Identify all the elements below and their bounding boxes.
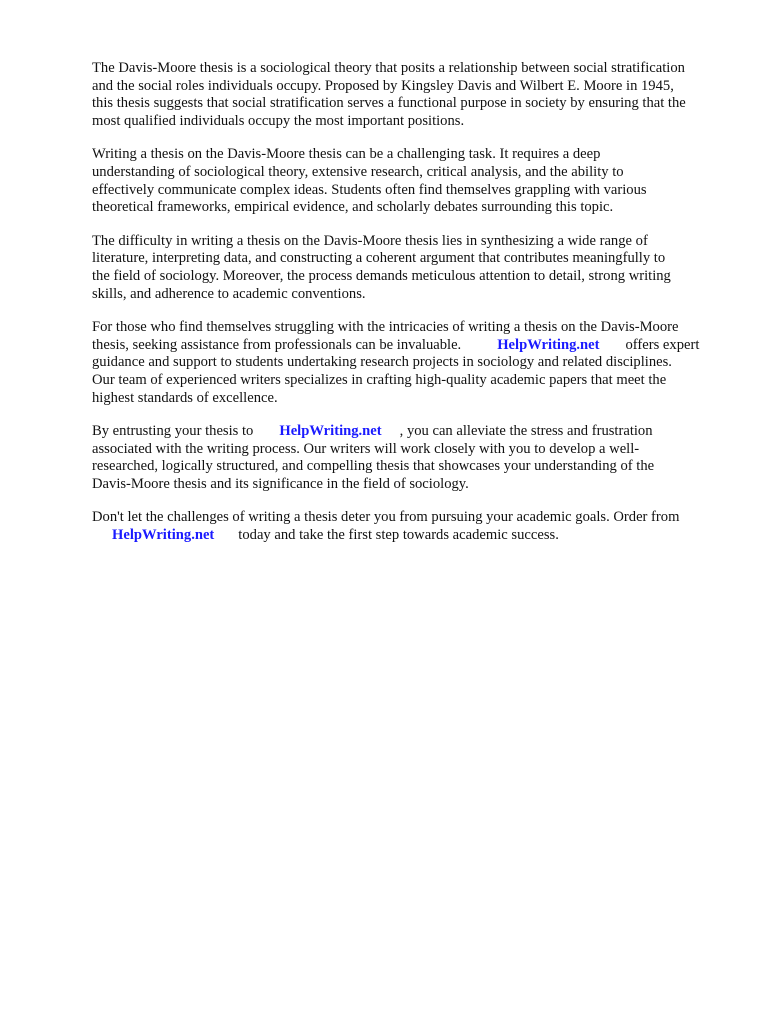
text-segment: today and take the first step towards academic success. — [238, 527, 559, 544]
text-line: the field of sociology. Moreover, the process demands meticulous attention to detail, strong writing — [92, 267, 671, 284]
text-line: Writing a thesis on the Davis-Moore thesis can be a challenging task. It requires a deep — [92, 146, 601, 163]
text-line: The Davis-Moore thesis is a sociological theory that posits a relationship between social stratification — [92, 60, 685, 76]
paragraph-call-to-action — [92, 509, 732, 544]
text-line: For those who find themselves struggling with the intricacies of writing a thesis on the Davis-Moore — [92, 319, 679, 336]
helpwriting-link[interactable]: HelpWriting.net — [497, 336, 600, 353]
paragraph-difficulty — [92, 233, 732, 303]
text-line — [92, 337, 732, 355]
text-segment: By entrusting your thesis to — [92, 423, 254, 440]
text-line: highest standards of excellence. — [92, 389, 278, 406]
text-line: researched, logically structured, and compelling thesis that showcases your understanding of the — [92, 458, 655, 475]
text-line: and the social roles individuals occupy. Proposed by Kingsley Davis and Wilbert E. Moore in 1945, — [92, 77, 674, 94]
text-line: understanding of sociological theory, extensive research, critical analysis, and the ability to — [92, 163, 624, 180]
paragraph-entrusting — [92, 423, 732, 493]
text-segment: , you can alleviate the stress and frustration — [399, 423, 653, 440]
text-line: The difficulty in writing a thesis on the Davis-Moore thesis lies in synthesizing a wide range of — [92, 232, 648, 249]
document-body — [92, 60, 732, 561]
helpwriting-link[interactable]: HelpWriting.net — [279, 423, 382, 440]
text-line — [92, 527, 732, 545]
paragraph-assistance — [92, 319, 732, 407]
text-line — [92, 423, 732, 441]
helpwriting-link[interactable]: HelpWriting.net — [112, 527, 215, 544]
text-line: Davis-Moore thesis and its significance in the field of sociology. — [92, 475, 469, 492]
paragraph-challenge — [92, 146, 732, 216]
text-line: associated with the writing process. Our writers will work closely with you to develop a well- — [92, 440, 640, 457]
text-line: literature, interpreting data, and constructing a coherent argument that contributes meaningfully to — [92, 250, 666, 267]
text-line: Our team of experienced writers specializes in crafting high-quality academic papers that meet the — [92, 371, 667, 388]
paragraph-intro — [92, 60, 732, 130]
text-line: skills, and adherence to academic conventions. — [92, 285, 366, 302]
text-line: Don't let the challenges of writing a thesis deter you from pursuing your academic goals. Order from — [92, 509, 680, 526]
text-line: theoretical frameworks, empirical evidence, and scholarly debates surrounding this topic. — [92, 199, 614, 216]
text-segment: thesis, seeking assistance from professionals can be invaluable. — [92, 336, 462, 353]
text-line: this thesis suggests that social stratification serves a functional purpose in society by ensuring that the — [92, 95, 686, 112]
text-line: effectively communicate complex ideas. Students often find themselves grappling with various — [92, 181, 647, 198]
text-line: guidance and support to students undertaking research projects in sociology and related disciplines. — [92, 354, 672, 371]
text-segment: offers expert — [625, 336, 700, 353]
text-line: most qualified individuals occupy the most important positions. — [92, 112, 465, 129]
